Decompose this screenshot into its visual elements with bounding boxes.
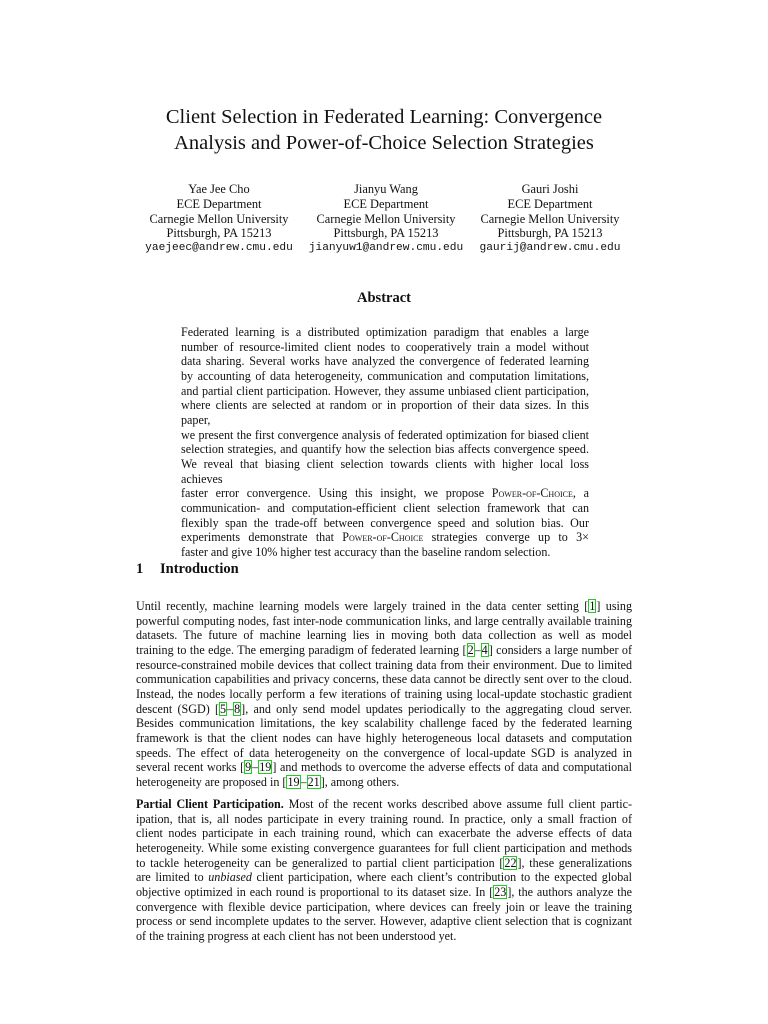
- citation-link[interactable]: 1: [589, 599, 596, 613]
- para-line: resource-constrained mobile devices that collect training data from their environment. Due to limited: [136, 657, 632, 672]
- citation-link[interactable]: 22: [504, 855, 517, 870]
- citation-link[interactable]: 19: [259, 760, 272, 775]
- para-line: Instead, the nodes locally perform a few iterations of training using local-update stochastic gradient: [136, 687, 632, 702]
- citation-link[interactable]: 19: [287, 775, 300, 790]
- abstract-line: flexibly span the trade-off between convergence speed and solution bias. Our: [181, 515, 589, 530]
- paper-title: [100, 104, 668, 156]
- author-name: Gauri Joshi: [521, 182, 579, 196]
- method-name: Power-of-Choice: [342, 530, 424, 545]
- abstract-line: we present the first convergence analysis of federated optimization for biased client: [181, 427, 589, 442]
- para-line: ipation, that is, all nodes participate in every training round. In practice, only a small fraction of: [136, 811, 632, 826]
- abstract-line: experiments demonstrate that Power-of-Choice strategies converge up to 3×: [181, 530, 589, 545]
- abstract-line: Federated learning is a distributed optimization paradigm that enables a large: [181, 325, 589, 339]
- citation-link[interactable]: 5: [220, 701, 227, 716]
- citation-link[interactable]: 21: [307, 775, 320, 790]
- abstract-text: [181, 325, 589, 560]
- para-line: training to the edge. The emerging paradigm of federated learning [2–4] considers a large number of: [136, 643, 632, 658]
- intro-paragraph-1: [136, 599, 632, 790]
- para-line: heterogeneity. While some existing convergence guarantees for full client participation and methods: [136, 841, 632, 856]
- para-line: several recent works [9–19] and methods to overcome the adverse effects of data and computational: [136, 760, 632, 775]
- section-heading-introduction: [136, 561, 239, 578]
- abstract-line: number of resource-limited client nodes to cooperatively train a model without: [181, 339, 589, 354]
- abstract-line: and partial client participation. However, they assume unbiased client participation,: [181, 383, 589, 398]
- para-line: convergence with flexible device participation, where devices can freely join or leave the training: [136, 899, 632, 914]
- abstract-line: data sharing. Several works have analyzed the convergence of federated learning: [181, 354, 589, 369]
- title-line-1: Client Selection in Federated Learning: Convergence: [165, 106, 603, 128]
- para-line: communication capabilities and privacy concerns, these data cannot be directly sent over to the cloud.: [136, 672, 632, 687]
- para-line: framework is that the client nodes can have highly heterogeneous local datasets and computation: [136, 731, 632, 746]
- abstract-line: We reveal that biasing client selection towards clients with higher local loss achieves: [181, 457, 589, 486]
- para-line: objective optimized in each round is proportional to its dataset size. In [23], the authors analyze the: [136, 885, 632, 900]
- para-line: heterogeneity are proposed in [19–21], among others.: [136, 775, 400, 790]
- author-3: [455, 182, 645, 256]
- intro-paragraph-2: [136, 797, 632, 944]
- title-line-2: Analysis and Power-of-Choice Selection Strategies: [174, 132, 594, 154]
- abstract-line: faster error convergence. Using this insight, we propose Power-of-Choice, a: [181, 486, 589, 501]
- author-univ: Carnegie Mellon University: [480, 211, 620, 226]
- author-email: gaurij@andrew.cmu.edu: [479, 242, 621, 255]
- section-number: 1: [136, 561, 144, 577]
- author-email: yaejeec@andrew.cmu.edu: [145, 242, 293, 255]
- abstract-line: selection strategies, and quantify how the selection bias affects convergence speed.: [181, 442, 589, 457]
- author-name: Jianyu Wang: [354, 182, 418, 196]
- abstract-line: by accounting of data heterogeneity, communication and computation limitations,: [181, 369, 589, 384]
- para-line: speeds. The effect of data heterogeneity on the convergence of local-update SGD is analyzed in: [136, 745, 632, 760]
- citation-link[interactable]: 4: [481, 643, 488, 658]
- citation-link[interactable]: 23: [494, 885, 507, 900]
- author-dept: ECE Department: [343, 196, 429, 211]
- para-line: of the training progress at each client has not been understood yet.: [136, 929, 457, 944]
- citation-link[interactable]: 2: [467, 643, 474, 658]
- para-line: client nodes participate in each training round, which can exacerbate the adverse effects of data: [136, 826, 632, 841]
- abstract-line: communication- and computation-efficient client selection framework that can: [181, 501, 589, 516]
- citation-link[interactable]: 9: [245, 760, 252, 775]
- abstract-line: faster and give 10% higher test accuracy than the baseline random selection.: [181, 545, 551, 560]
- citation-link[interactable]: 8: [234, 701, 241, 716]
- method-name: Power-of-Choice: [491, 486, 573, 501]
- abstract-heading: Abstract: [357, 290, 411, 306]
- author-city: Pittsburgh, PA 15213: [333, 226, 439, 241]
- para-line: are limited to unbiased client participation, where each client’s contribution to the expected global: [136, 870, 632, 885]
- para-line: process or send incomplete updates to the server. However, adaptive client selection that is cognizant: [136, 914, 632, 929]
- author-city: Pittsburgh, PA 15213: [166, 226, 272, 241]
- author-name: Yae Jee Cho: [188, 182, 250, 196]
- section-title: Introduction: [160, 561, 239, 577]
- runin-heading: Partial Client Participation.: [136, 797, 284, 811]
- para-line: Besides communication limitations, the key scalability challenge faced by the federated learning: [136, 716, 632, 731]
- para-line-text: Most of the recent works described above assume full client partic-: [283, 797, 633, 811]
- author-city: Pittsburgh, PA 15213: [497, 226, 603, 241]
- author-1: [124, 182, 314, 256]
- author-univ: Carnegie Mellon University: [149, 211, 289, 226]
- author-univ: Carnegie Mellon University: [316, 211, 456, 226]
- para-line: datasets. The future of machine learning lies in moving both data collection as well as model: [136, 628, 632, 643]
- para-line: Until recently, machine learning models were largely trained in the data center setting [1] using: [136, 599, 632, 613]
- para-line: descent (SGD) [5–8], and only send model updates periodically to the aggregating cloud server.: [136, 701, 632, 716]
- para-line: to tackle heterogeneity can be generalized to partial client participation [22], these generalizations: [136, 855, 632, 870]
- para-line: powerful computing nodes, fast inter-node communication links, and large centrally available training: [136, 613, 632, 628]
- author-email: jianyuw1@andrew.cmu.edu: [308, 242, 464, 255]
- author-dept: ECE Department: [507, 196, 593, 211]
- author-dept: ECE Department: [176, 196, 262, 211]
- para-line: [136, 797, 632, 812]
- author-2: [291, 182, 481, 256]
- abstract-line: where clients are selected at random or in proportion of their data sizes. In this paper,: [181, 398, 589, 428]
